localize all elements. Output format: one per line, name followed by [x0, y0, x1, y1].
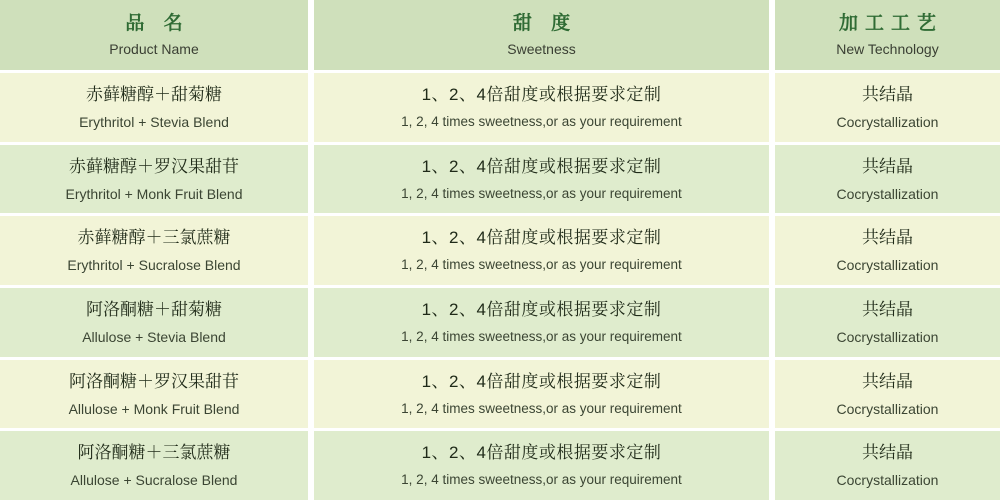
header-technology-cn: 加工工艺	[838, 13, 943, 34]
sweetness-cn: 1、2、4倍甜度或根据要求定制	[421, 299, 662, 319]
table-row	[0, 431, 1000, 500]
sweetness-en: 1, 2, 4 times sweetness,or as your requirement	[401, 185, 682, 201]
header-product-name-en: Product Name	[109, 41, 199, 57]
product-name-en: Erythritol + Stevia Blend	[79, 113, 229, 130]
sweetness-cn: 1、2、4倍甜度或根据要求定制	[421, 228, 662, 248]
cell-technology	[775, 288, 1000, 357]
cell-product-name	[0, 73, 308, 142]
technology-cn: 共结晶	[862, 299, 913, 319]
header-cell-sweetness	[314, 0, 769, 70]
product-name-cn: 赤藓糖醇＋罗汉果甜苷	[69, 156, 239, 176]
product-name-cn: 阿洛酮糖＋罗汉果甜苷	[69, 371, 239, 391]
table-row	[0, 288, 1000, 357]
cell-sweetness	[314, 288, 769, 357]
technology-cn: 共结晶	[862, 156, 913, 176]
technology-en: Cocrystallization	[836, 472, 939, 489]
technology-en: Cocrystallization	[836, 328, 939, 345]
sweetness-cn: 1、2、4倍甜度或根据要求定制	[421, 443, 662, 463]
table-row	[0, 360, 1000, 429]
technology-en: Cocrystallization	[836, 113, 939, 130]
product-name-en: Allulose + Monk Fruit Blend	[68, 400, 240, 417]
cell-technology	[775, 73, 1000, 142]
cell-sweetness	[314, 216, 769, 285]
cell-technology	[775, 216, 1000, 285]
product-name-cn: 赤藓糖醇＋三氯蔗糖	[77, 228, 231, 248]
sweetness-en: 1, 2, 4 times sweetness,or as your requirement	[401, 472, 682, 488]
table-row	[0, 73, 1000, 142]
table-header-row	[0, 0, 1000, 70]
cell-sweetness	[314, 73, 769, 142]
cell-technology	[775, 145, 1000, 214]
cell-sweetness	[314, 145, 769, 214]
technology-en: Cocrystallization	[836, 400, 939, 417]
table-row	[0, 216, 1000, 285]
header-cell-technology	[775, 0, 1000, 70]
product-name-cn: 赤藓糖醇＋甜菊糖	[86, 84, 222, 104]
product-name-en: Erythritol + Monk Fruit Blend	[65, 185, 243, 202]
cell-sweetness	[314, 431, 769, 500]
sweetness-cn: 1、2、4倍甜度或根据要求定制	[421, 371, 662, 391]
cell-technology	[775, 360, 1000, 429]
cell-product-name	[0, 288, 308, 357]
product-name-en: Allulose + Stevia Blend	[82, 328, 226, 345]
table-row	[0, 145, 1000, 214]
sweetness-en: 1, 2, 4 times sweetness,or as your requirement	[401, 113, 682, 129]
header-cell-product-name	[0, 0, 308, 70]
technology-cn: 共结晶	[862, 84, 913, 104]
sweetness-cn: 1、2、4倍甜度或根据要求定制	[421, 84, 662, 104]
header-technology-en: New Technology	[836, 41, 939, 57]
cell-technology	[775, 431, 1000, 500]
header-product-name-cn: 品 名	[125, 13, 190, 34]
technology-en: Cocrystallization	[836, 185, 939, 202]
cell-product-name	[0, 145, 308, 214]
product-name-en: Erythritol + Sucralose Blend	[67, 257, 241, 274]
sweetness-cn: 1、2、4倍甜度或根据要求定制	[421, 156, 662, 176]
sweetness-en: 1, 2, 4 times sweetness,or as your requirement	[401, 400, 682, 416]
technology-cn: 共结晶	[862, 371, 913, 391]
sweetness-en: 1, 2, 4 times sweetness,or as your requirement	[401, 328, 682, 344]
product-name-cn: 阿洛酮糖＋甜菊糖	[86, 299, 222, 319]
sweetness-en: 1, 2, 4 times sweetness,or as your requirement	[401, 257, 682, 273]
cell-product-name	[0, 216, 308, 285]
cell-sweetness	[314, 360, 769, 429]
cell-product-name	[0, 360, 308, 429]
cell-product-name	[0, 431, 308, 500]
technology-cn: 共结晶	[862, 228, 913, 248]
product-name-en: Allulose + Sucralose Blend	[70, 472, 238, 489]
product-name-cn: 阿洛酮糖＋三氯蔗糖	[77, 443, 231, 463]
technology-en: Cocrystallization	[836, 257, 939, 274]
technology-cn: 共结晶	[862, 443, 913, 463]
header-sweetness-cn: 甜 度	[512, 13, 578, 34]
header-sweetness-en: Sweetness	[507, 41, 576, 57]
